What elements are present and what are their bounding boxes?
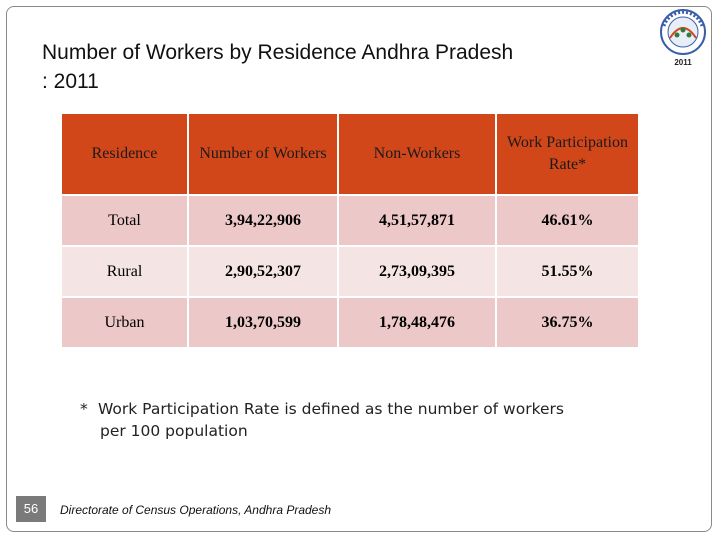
table-row [62,246,638,297]
slide-title [42,38,622,96]
cell-workers: 1,03,70,599 [188,297,338,347]
footer-source: Directorate of Census Operations, Andhra Pradesh [60,503,332,517]
cell-non-workers: 4,51,57,871 [338,195,496,246]
footnote-marker: * [80,400,88,418]
footnote-line-1: Work Participation Rate is defined as the number of workers [98,400,564,418]
cell-non-workers: 1,78,48,476 [338,297,496,347]
table-header-row [62,114,638,195]
census-seal-icon [658,8,708,58]
footnote-line-2: per 100 population [100,422,248,440]
cell-residence: Rural [62,246,188,297]
cell-wpr: 36.75% [496,297,638,347]
footnote [80,398,680,442]
page-number: 56 [16,496,46,522]
census-logo [658,8,708,70]
title-line-2: : 2011 [42,70,99,93]
cell-non-workers: 2,73,09,395 [338,246,496,297]
cell-wpr: 46.61% [496,195,638,246]
header-non-workers: Non-Workers [338,114,496,195]
cell-wpr: 51.55% [496,246,638,297]
header-residence: Residence [62,114,188,195]
header-number-of-workers: Number of Workers [188,114,338,195]
cell-residence: Urban [62,297,188,347]
header-work-participation-rate: Work Participation Rate* [496,114,638,195]
cell-workers: 3,94,22,906 [188,195,338,246]
workers-table [62,114,638,347]
cell-residence: Total [62,195,188,246]
cell-workers: 2,90,52,307 [188,246,338,297]
table-row [62,195,638,246]
logo-year: 2011 [674,58,692,67]
title-line-1: Number of Workers by Residence Andhra Pradesh [42,41,514,64]
table-row [62,297,638,347]
